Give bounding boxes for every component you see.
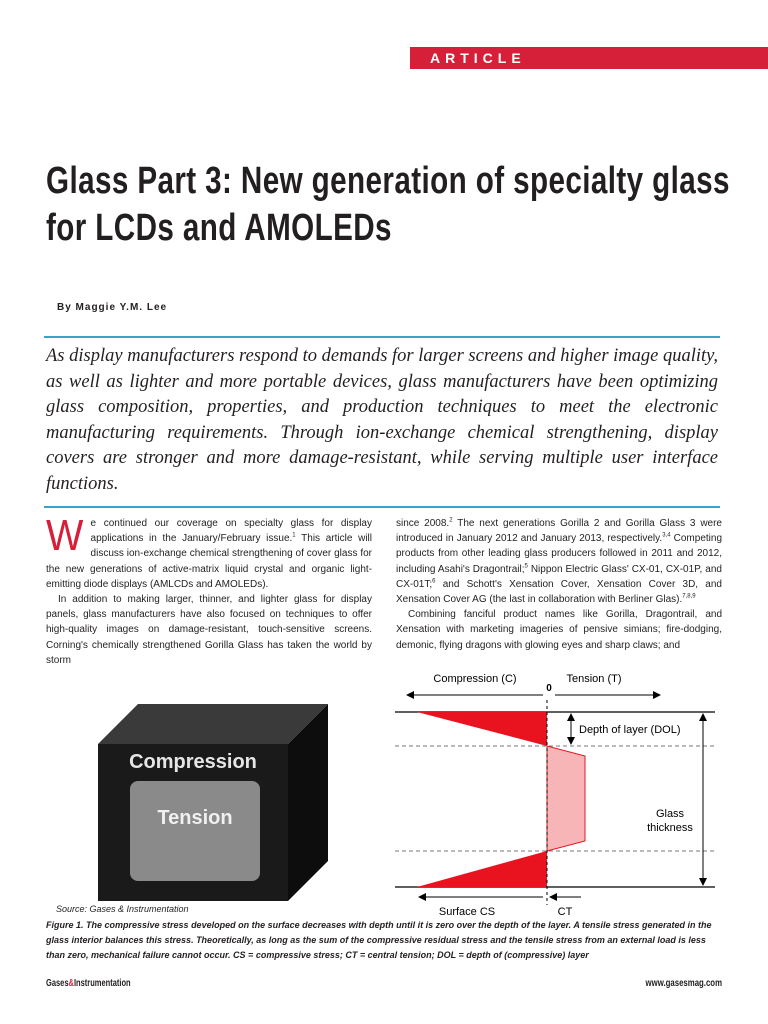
article-title: Glass Part 3: New generation of specialty glass for LCDs and AMOLEDs [46,160,730,249]
zero-label: 0 [546,683,552,694]
text: This article will discuss ion-exchange chemical strengthening of cover glass for the new generations of active-matrix liquid crystal and organic light-emitting diode displays (AMLCDs and AMOLEDs). [46,533,372,590]
body-column-right [396,516,722,653]
paragraph [46,511,372,592]
tension-axis-label: Tension (T) [566,673,622,685]
text: e continued our coverage on specialty glass for display applications in the January/February issue. [90,518,372,545]
dol-label: Depth of layer (DOL) [579,724,681,736]
text: The next generations Gorilla 2 and Gorilla Glass 3 were introduced in January 2012 and January 2013, respectively. [396,518,722,545]
dropcap: W [46,511,84,560]
article-banner: ARTICLE [410,47,768,69]
compression-text: Compression [129,751,257,773]
brand-amp: & [68,978,74,989]
byline: By Maggie Y.M. Lee [57,302,168,313]
footer-url[interactable]: www.gasesmag.com [645,978,722,989]
abstract: As display manufacturers respond to demands for larger screens and higher image quality, as well as lighter and more portable devices, glass manufacturers have been optimizing glass composition, properties, and production techniques to meet the electronic manufacturing requirements. Through ion-exchange chemical strengthening, display covers are stronger and more damage-resistant, while serving multiple user interface functions. [46,346,718,494]
paragraph: In addition to making larger, thinner, and lighter glass for display panels, glass manufacturers have also focused on techniques to offer high-quality images on damage-resistant, touch-sensitive screens. Corning's chemically strengthened Gorilla Glass has taken the world by storm [46,594,372,666]
body-column-left [46,511,372,668]
brand-part: Instrumentation [73,978,131,989]
compression-region-top [417,712,547,746]
compression-region-bottom [417,851,547,887]
glass-label: Glass [655,808,685,820]
text: Nippon Electric Glass' CX-01, CX-01P, and CX-01T; [396,563,722,590]
reference: 5 [524,563,528,570]
compression-axis-label: Compression (C) [433,673,517,685]
figure-caption: Figure 1. The compressive stress developed on the surface decreases with depth until it is zero over the depth of the layer. A tensile stress generated in the glass interior balances this stress. Theoretically, as long as the sum of the compressive residual stress and the tensile stress from an external load is less than zero, mechanical failure cannot occur. CS = compressive stress; CT = central tension; DOL = depth of (compressive) layer [46,920,712,960]
text: since 2008. [396,518,450,529]
figure-source: Source: Gases & Instrumentation [56,904,189,914]
stress-profile-diagram [395,665,730,920]
text: Competing products from other leading glass producers followed in 2011 and 2012, including Asahi's Dragontrail; [396,533,722,575]
brand-part: Gases [46,978,69,989]
cube-svg [88,696,338,906]
reference: 3,4 [662,532,671,539]
cube-tension-core [130,781,260,881]
text: and Schott's Xensation Cover, Xensation Cover 3D, and Xensation Cover AG (the last in collaboration with Berliner Glas). [396,578,722,606]
cube-top-face [98,704,328,744]
paragraph: Combining fanciful product names like Gorilla, Dragontrail, and Xensation with marketing imageries of pensive simians; fire-dodging, demonic, flying dragons with glowing eyes and sharp claws; and [396,609,722,651]
cube-illustration [88,696,338,906]
reference: 1 [292,532,296,539]
footer-brand [46,978,131,989]
reference: 7,8,9 [682,593,696,600]
stress-profile-svg [395,665,730,920]
tension-text: Tension [157,807,233,829]
thickness-label: thickness [647,822,693,834]
tension-region [547,746,585,851]
reference: 2 [449,517,453,524]
bottom-rule [44,506,720,508]
reference: 6 [432,578,436,585]
paragraph [396,516,722,607]
top-rule [44,336,720,338]
ct-label: CT [557,906,573,918]
surface-cs-label: Surface CS [438,906,496,918]
